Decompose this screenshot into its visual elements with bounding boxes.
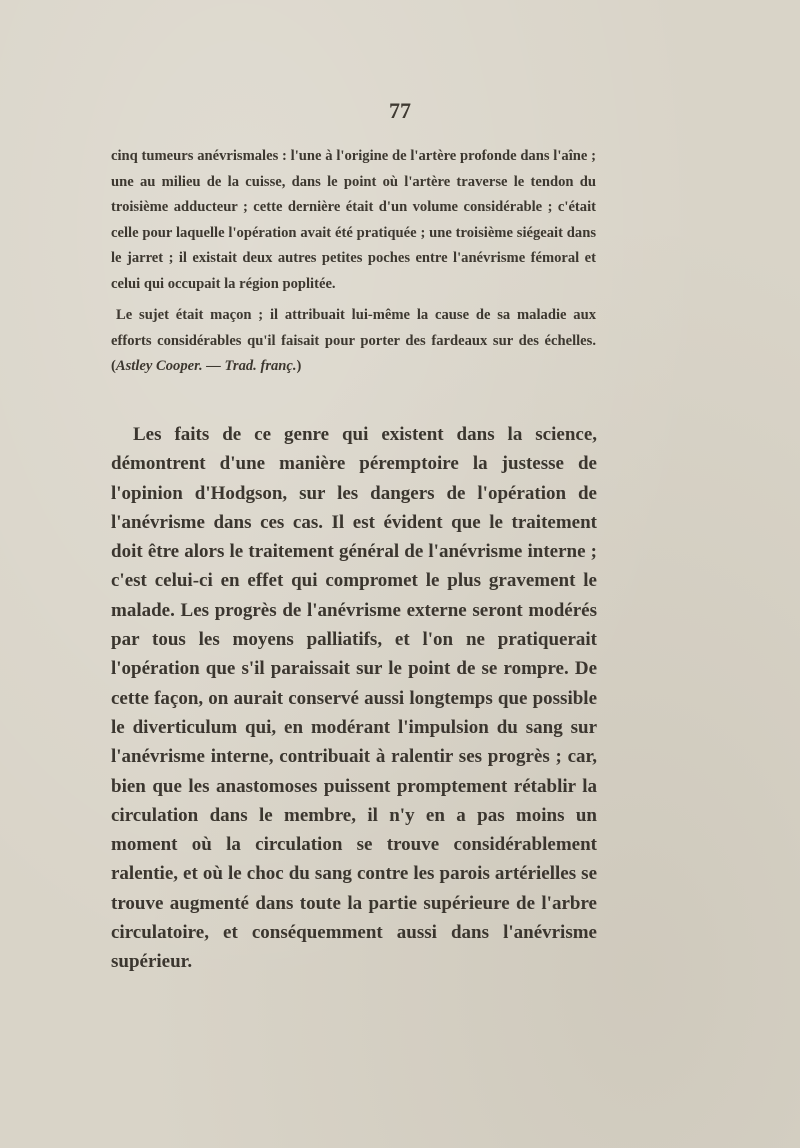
quote-paragraph-text: Le sujet était maçon ; il attribuait lui-même la cause de sa maladie aux efforts considérables qu'il faisait pour porter des fardeaux sur des échelles. ( xyxy=(111,307,596,374)
citation: Astley Cooper. — Trad. franç. xyxy=(115,358,297,374)
main-text xyxy=(111,420,597,977)
quoted-passage xyxy=(111,144,596,380)
quote-paragraph: cinq tumeurs anévrismales : l'une à l'origine de l'artère profonde dans l'aîne ; une au milieu de la cuisse, dans le point où l'artère traverse le tendon du troisième adducteur ; cette dernière était d'un volume considérable ; c'était celle pour laquelle l'opération avait été pratiquée ; une troisième siégeait dans le jarret ; il existait deux autres petites poches entre l'anévrisme fémoral et celui qui occupait la région poplitée. xyxy=(111,148,596,292)
quote-paragraph-source xyxy=(111,303,596,380)
page-number: 77 xyxy=(389,98,411,123)
body-paragraph: Les faits de ce genre qui existent dans la science, démontrent d'une manière péremptoire la justesse de l'opinion d'Hodgson, sur les dangers de l'opération de l'anévrisme dans ces cas. Il est évident que le traitement doit être alors le traitement général de l'anévrisme interne ; c'est celui-ci en effet qui compromet le plus gravement le malade. Les progrès de l'anévrisme externe seront modérés par tous les moyens palliatifs, et l'on ne pratiquerait l'opération que s'il paraissait sur le point de se rompre. De cette façon, on aurait conservé aussi longtemps que possible le diverticulum qui, en modérant l'impulsion du sang sur l'anévrisme interne, contribuait à ralentir ses progrès ; car, bien que les anastomoses puissent promptement rétablir la circulation dans le membre, il n'y en a pas moins un moment où la circulation se trouve considérablement ralentie, et où le choc du sang contre les parois artérielles se trouve augmenté dans toute la partie supérieure de l'arbre circulatoire, et conséquemment aussi dans l'anévrisme supérieur. xyxy=(111,424,597,973)
citation-close: ) xyxy=(296,358,302,374)
